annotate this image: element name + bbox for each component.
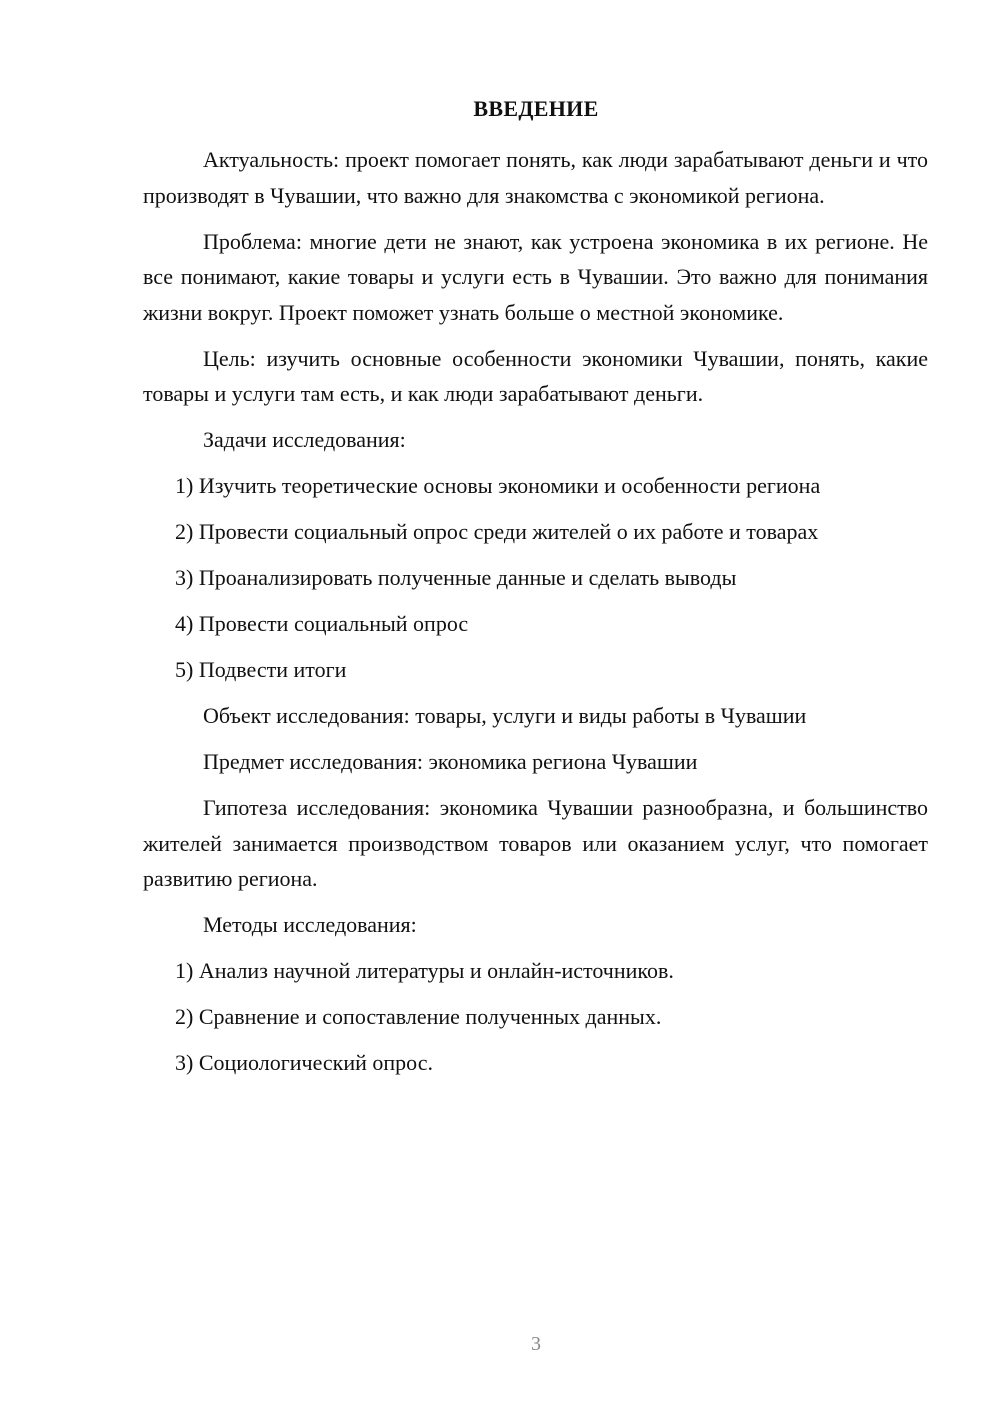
method-item: 3) Социологический опрос. [175,1050,433,1075]
methods-title: Методы исследования: [203,912,417,937]
page-number: 3 [531,1333,541,1355]
task-item: 2) Провести социальный опрос среди жителей о их работе и товарах [175,519,819,544]
section-heading: ВВЕДЕНИЕ [473,96,599,121]
research-subject: Предмет исследования: экономика региона Чувашии [203,749,698,774]
task-item: 3) Проанализировать полученные данные и сделать выводы [175,565,737,590]
relevance-paragraph: Актуальность: проект помогает понять, как люди зарабатывают деньги и что производят в Чувашии, что важно для знакомства с экономикой региона. [143,147,928,208]
method-item: 2) Сравнение и сопоставление полученных данных. [175,1004,662,1029]
tasks-title: Задачи исследования: [203,427,406,452]
method-item: 1) Анализ научной литературы и онлайн-источников. [175,958,674,983]
task-item: 1) Изучить теоретические основы экономики и особенности региона [175,473,821,498]
problem-paragraph: Проблема: многие дети не знают, как устроена экономика в их регионе. Не все понимают, какие товары и услуги есть в Чувашии. Это важно для понимания жизни вокруг. Проект поможет узнать больше о местной экономике. [143,228,928,325]
goal-paragraph: Цель: изучить основные особенности экономики Чувашии, понять, какие товары и услуги там есть, и как люди зарабатывают деньги. [143,345,928,406]
hypothesis-paragraph: Гипотеза исследования: экономика Чувашии разнообразна, и большинство жителей занимается производством товаров или оказанием услуг, что помогает развитию региона. [143,795,928,891]
task-item: 4) Провести социальный опрос [175,611,469,636]
introduction-body [143,142,928,1091]
task-item: 5) Подвести итоги [175,657,347,682]
research-object: Объект исследования: товары, услуги и виды работы в Чувашии [203,703,807,728]
